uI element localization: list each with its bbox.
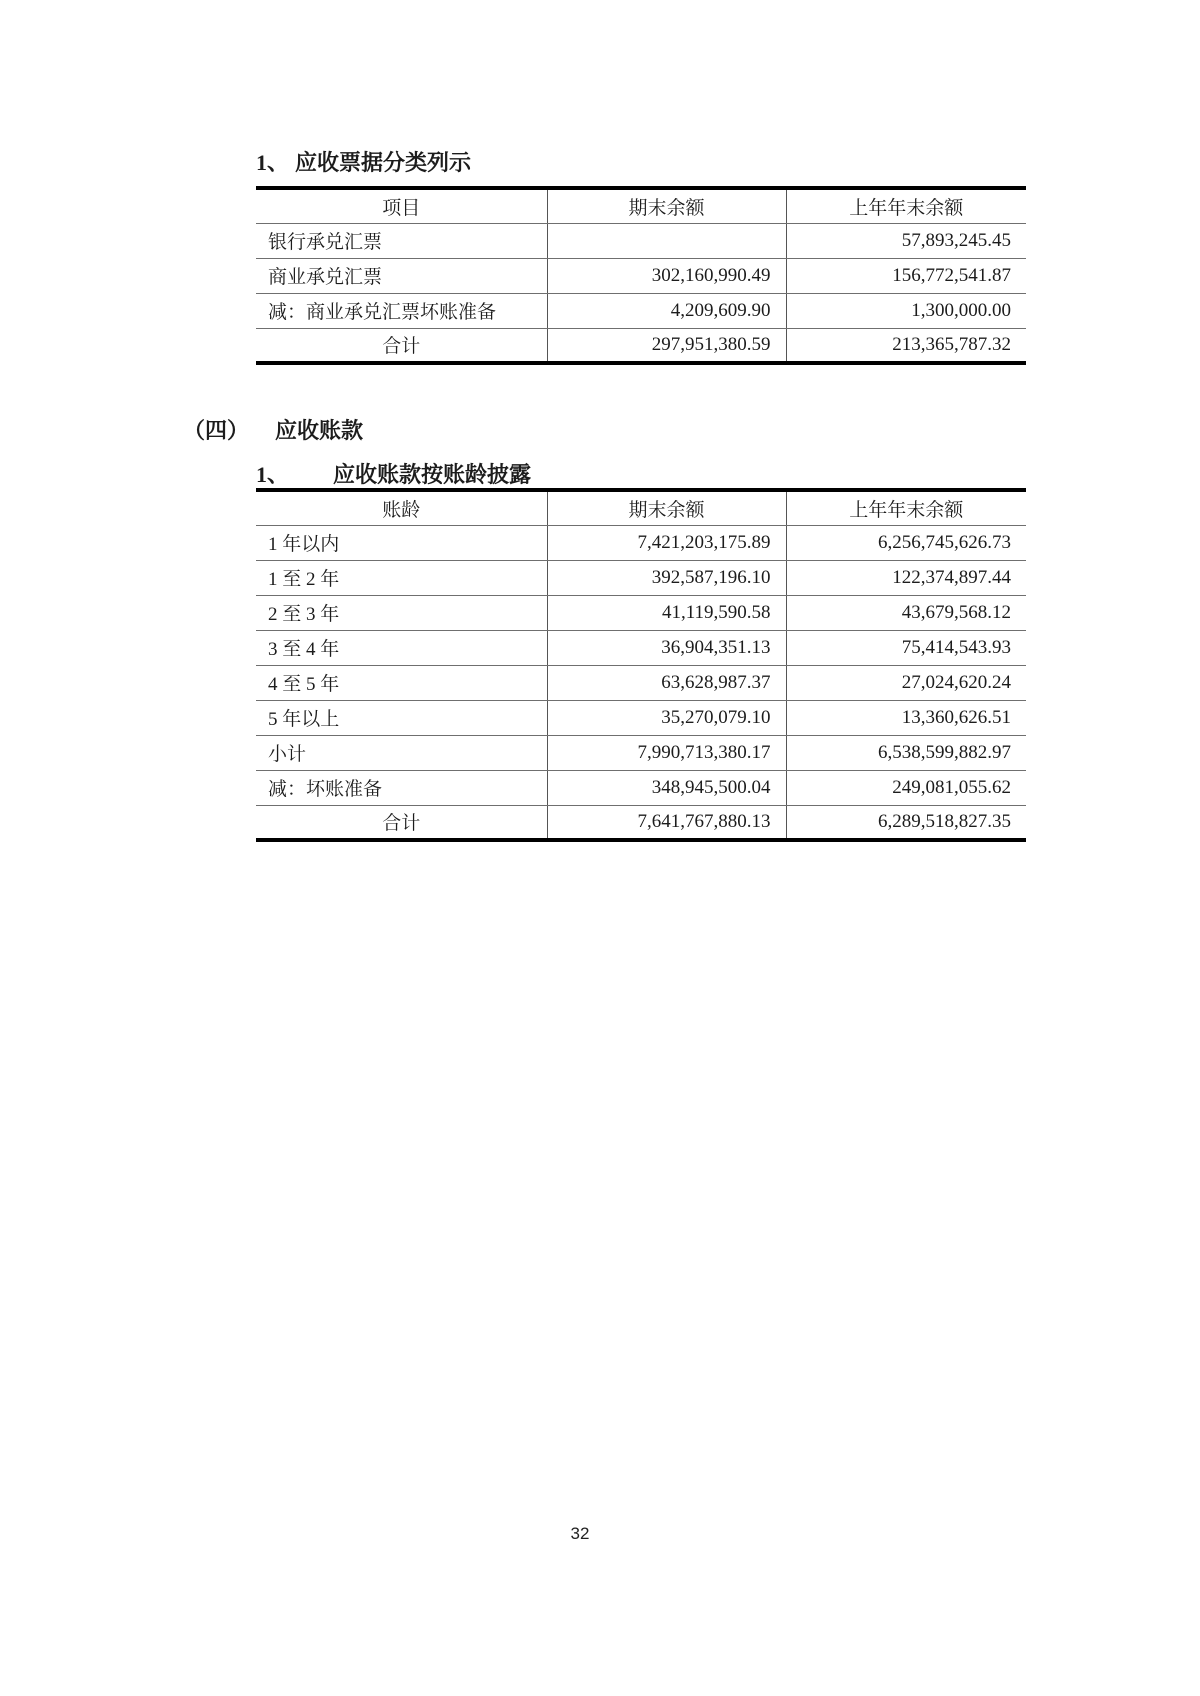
column-header-prior-year-balance: 上年年末余额 — [786, 490, 1026, 525]
row-label: 1 年以内 — [256, 525, 547, 560]
section-title: 应收账款 — [275, 418, 364, 443]
subtotal-prior-value: 6,538,599,882.97 — [786, 735, 1026, 770]
table-row — [256, 560, 1026, 595]
table-row — [256, 700, 1026, 735]
row-current-value: 348,945,500.04 — [547, 770, 786, 805]
heading-text: 应收账款按账龄披露 — [333, 462, 532, 487]
column-header-prior-year-balance: 上年年末余额 — [786, 188, 1026, 223]
table-row — [256, 525, 1026, 560]
total-current-value: 7,641,767,880.13 — [547, 805, 786, 840]
section-number: （四） — [183, 418, 250, 443]
aging-disclosure-heading — [256, 458, 531, 489]
total-label: 合计 — [256, 805, 547, 840]
accounts-receivable-section-heading — [183, 414, 363, 445]
row-prior-value: 249,081,055.62 — [786, 770, 1026, 805]
heading-number: 1、 — [256, 462, 290, 487]
heading-text: 应收票据分类列示 — [295, 150, 472, 175]
table-row — [256, 630, 1026, 665]
table-row — [256, 293, 1026, 328]
table-header-row — [256, 490, 1026, 525]
row-prior-value: 13,360,626.51 — [786, 700, 1026, 735]
row-label: 1 至 2 年 — [256, 560, 547, 595]
row-current-value: 392,587,196.10 — [547, 560, 786, 595]
table-row — [256, 258, 1026, 293]
notes-receivable-table — [256, 186, 1026, 365]
row-label: 减：坏账准备 — [256, 770, 547, 805]
table-total-row — [256, 805, 1026, 840]
table-row — [256, 770, 1026, 805]
row-label: 商业承兑汇票 — [256, 258, 547, 293]
column-header-item: 项目 — [256, 188, 547, 223]
subtotal-current-value: 7,990,713,380.17 — [547, 735, 786, 770]
subtotal-label: 小计 — [256, 735, 547, 770]
table-subtotal-row — [256, 735, 1026, 770]
total-current-value: 297,951,380.59 — [547, 328, 786, 363]
row-current-value: 302,160,990.49 — [547, 258, 786, 293]
row-prior-value: 1,300,000.00 — [786, 293, 1026, 328]
row-prior-value: 6,256,745,626.73 — [786, 525, 1026, 560]
row-prior-value: 156,772,541.87 — [786, 258, 1026, 293]
row-current-value: 4,209,609.90 — [547, 293, 786, 328]
heading-number: 1、 — [256, 150, 290, 175]
row-current-value: 41,119,590.58 — [547, 595, 786, 630]
total-label: 合计 — [256, 328, 547, 363]
row-prior-value: 43,679,568.12 — [786, 595, 1026, 630]
row-prior-value: 75,414,543.93 — [786, 630, 1026, 665]
row-current-value: 35,270,079.10 — [547, 700, 786, 735]
accounts-receivable-aging-table — [256, 488, 1026, 842]
notes-receivable-heading — [256, 146, 471, 177]
column-header-closing-balance: 期末余额 — [547, 188, 786, 223]
table-row — [256, 595, 1026, 630]
table-row — [256, 665, 1026, 700]
row-prior-value: 57,893,245.45 — [786, 223, 1026, 258]
row-prior-value: 27,024,620.24 — [786, 665, 1026, 700]
row-label: 银行承兑汇票 — [256, 223, 547, 258]
row-prior-value: 122,374,897.44 — [786, 560, 1026, 595]
table-header-row — [256, 188, 1026, 223]
page-number: 32 — [570, 1524, 590, 1543]
row-label: 2 至 3 年 — [256, 595, 547, 630]
column-header-aging: 账龄 — [256, 490, 547, 525]
row-label: 减：商业承兑汇票坏账准备 — [256, 293, 547, 328]
total-prior-value: 6,289,518,827.35 — [878, 810, 1011, 832]
row-current-value — [547, 223, 786, 258]
row-label: 4 至 5 年 — [256, 665, 547, 700]
row-label: 3 至 4 年 — [256, 630, 547, 665]
total-prior-value: 213,365,787.32 — [892, 333, 1011, 355]
table-total-row — [256, 328, 1026, 363]
row-current-value: 36,904,351.13 — [547, 630, 786, 665]
column-header-closing-balance: 期末余额 — [547, 490, 786, 525]
row-current-value: 63,628,987.37 — [547, 665, 786, 700]
row-label: 5 年以上 — [256, 700, 547, 735]
table-row — [256, 223, 1026, 258]
row-current-value: 7,421,203,175.89 — [547, 525, 786, 560]
